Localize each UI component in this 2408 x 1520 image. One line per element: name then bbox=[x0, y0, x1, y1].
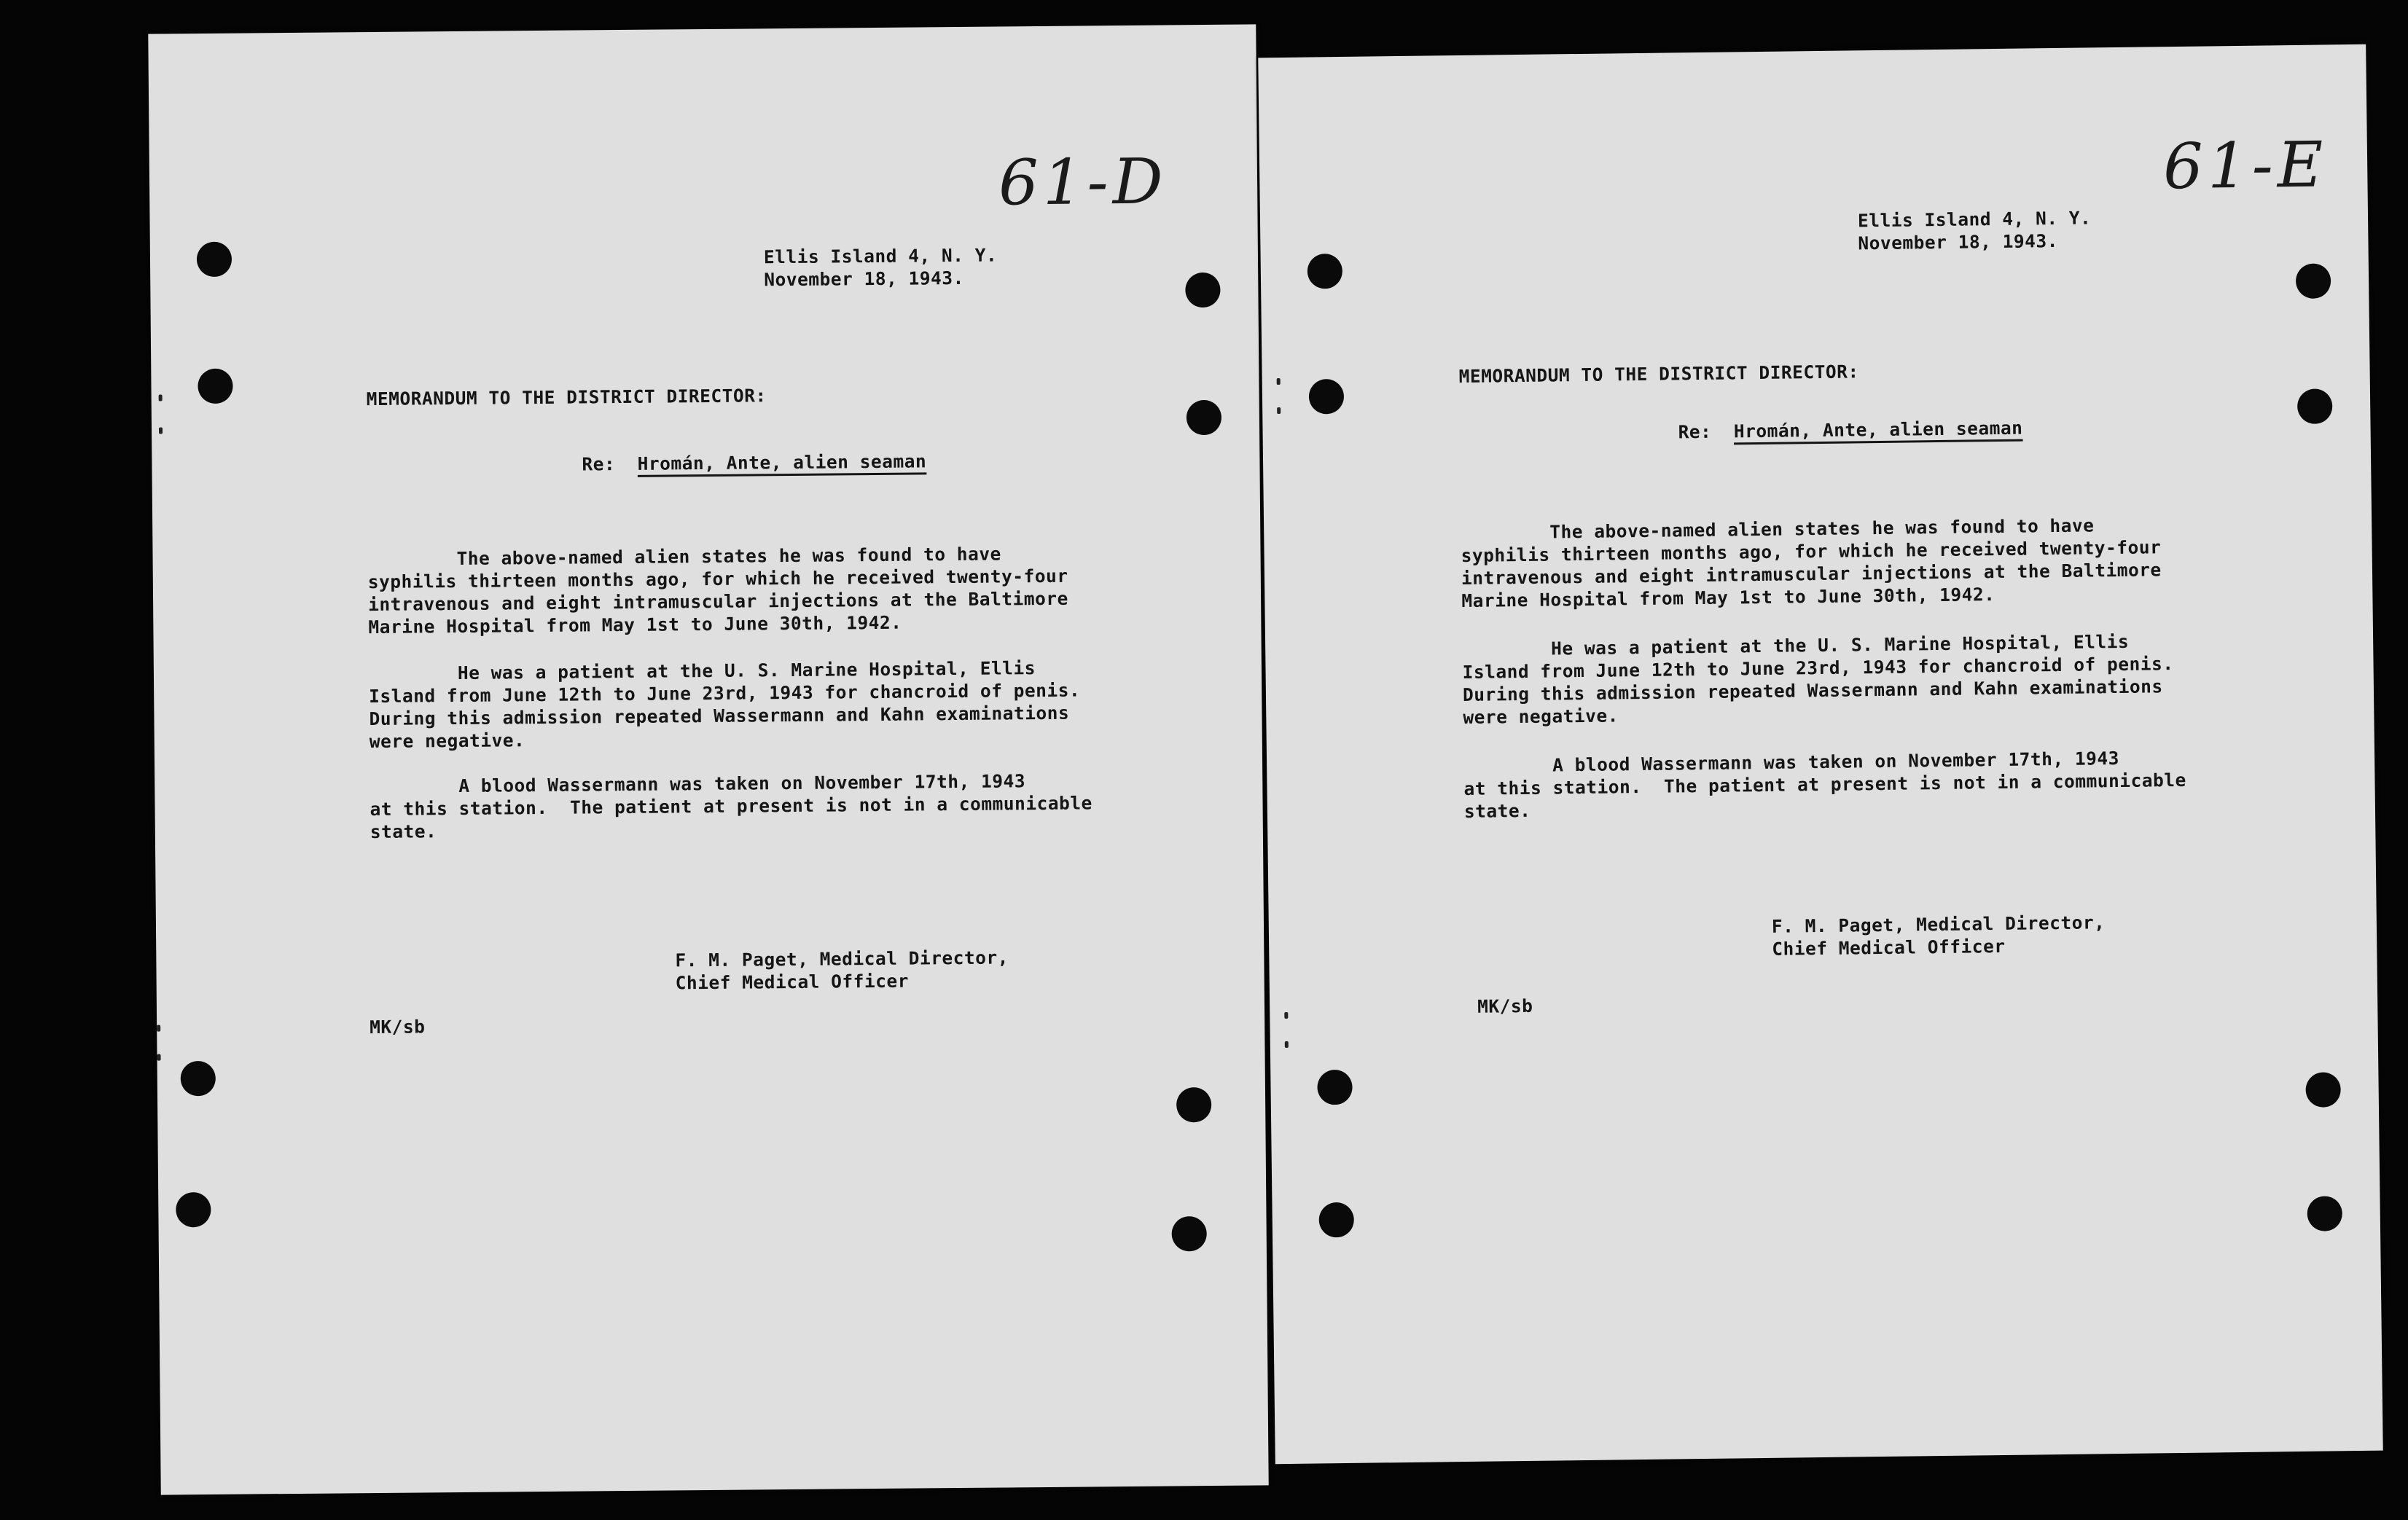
re-subject: Hromán, Ante, alien seaman bbox=[1733, 417, 2023, 442]
body-line: intravenous and eight intramuscular injections at the Baltimore bbox=[1461, 559, 2162, 589]
margin-mark bbox=[1285, 1041, 1289, 1048]
re-subject: Hromán, Ante, alien seaman bbox=[637, 450, 927, 474]
punch-hole bbox=[1185, 273, 1220, 307]
body-line: A blood Wassermann was taken on November 17th, 1943 bbox=[1463, 747, 2120, 777]
margin-mark bbox=[159, 428, 163, 434]
margin-mark bbox=[157, 1025, 160, 1032]
body-line: He was a patient at the U. S. Marine Hospital, Ellis bbox=[1462, 630, 2130, 660]
place-line: Ellis Island 4, N. Y. bbox=[1857, 207, 2092, 232]
body-line: intravenous and eight intramuscular injections at the Baltimore bbox=[367, 587, 1068, 616]
typist-initials: MK/sb bbox=[370, 1016, 426, 1038]
body-line: Marine Hospital from May 1st to June 30th, 1942. bbox=[368, 611, 902, 638]
punch-hole bbox=[197, 242, 232, 277]
signature-line: Chief Medical Officer bbox=[675, 970, 910, 994]
signature-line: F. M. Paget, Medical Director, bbox=[1771, 912, 2106, 937]
date-line: November 18, 1943. bbox=[1858, 230, 2059, 254]
punch-hole bbox=[2307, 1196, 2342, 1231]
body-line: During this admission repeated Wassermann and Kahn examinations bbox=[1462, 675, 2163, 705]
handwritten-page-mark: 61-D bbox=[998, 145, 1168, 220]
re-line bbox=[582, 450, 926, 475]
body-line: at this station. The patient at present is not in a communicable bbox=[1463, 769, 2186, 799]
signature-block bbox=[1772, 911, 2106, 960]
signature-line: Chief Medical Officer bbox=[1772, 935, 2006, 960]
punch-hole bbox=[176, 1192, 211, 1227]
body-line: During this admission repeated Wassermann and Kahn examinations bbox=[369, 702, 1070, 730]
body-line: syphilis thirteen months ago, for which he received twenty-four bbox=[367, 565, 1068, 593]
body-line: state. bbox=[370, 820, 437, 843]
body-line: A blood Wassermann was taken on November 17th, 1943 bbox=[370, 770, 1026, 798]
punch-hole bbox=[181, 1061, 216, 1096]
margin-mark bbox=[1277, 407, 1281, 414]
body-line: Marine Hospital from May 1st to June 30th, 1942. bbox=[1461, 584, 1995, 612]
body-line: were negative. bbox=[369, 729, 525, 753]
re-label: Re: bbox=[582, 453, 616, 475]
document-page-left bbox=[148, 24, 1268, 1494]
punch-hole bbox=[2305, 1072, 2341, 1108]
punch-hole bbox=[2297, 388, 2333, 424]
body-line: The above-named alien states he was found to have bbox=[367, 543, 1001, 571]
body-paragraph-1 bbox=[367, 542, 1068, 638]
punch-hole bbox=[198, 369, 232, 404]
punch-hole bbox=[1187, 400, 1221, 435]
body-paragraph-2 bbox=[1462, 630, 2174, 729]
memo-heading: MEMORANDUM TO THE DISTRICT DIRECTOR: bbox=[366, 385, 767, 410]
re-label: Re: bbox=[1678, 420, 1712, 443]
body-paragraph-2 bbox=[369, 657, 1081, 753]
margin-mark bbox=[159, 395, 163, 401]
margin-mark bbox=[157, 1054, 160, 1061]
punch-hole bbox=[1318, 1202, 1354, 1238]
document-page-right bbox=[1258, 44, 2382, 1464]
punch-hole bbox=[1317, 1070, 1353, 1105]
signature-line: F. M. Paget, Medical Director, bbox=[675, 947, 1009, 971]
body-line: Island from June 12th to June 23rd, 1943 for chancroid of penis. bbox=[369, 679, 1081, 708]
body-paragraph-3 bbox=[1463, 746, 2186, 823]
typist-initials: MK/sb bbox=[1477, 995, 1533, 1017]
body-line: The above-named alien states he was found to have bbox=[1461, 514, 2095, 544]
margin-mark bbox=[1284, 1012, 1288, 1019]
punch-hole bbox=[1309, 379, 1345, 415]
margin-mark bbox=[1277, 378, 1281, 385]
body-line: state. bbox=[1463, 799, 1531, 822]
body-line: He was a patient at the U. S. Marine Hospital, Ellis bbox=[368, 657, 1036, 685]
punch-hole bbox=[1307, 254, 1343, 289]
body-paragraph-3 bbox=[370, 769, 1092, 843]
body-line: were negative. bbox=[1463, 705, 1619, 728]
punch-hole bbox=[1171, 1216, 1206, 1251]
body-line: Island from June 12th to June 23rd, 1943 for chancroid of penis. bbox=[1462, 653, 2174, 683]
punch-hole bbox=[1176, 1087, 1211, 1122]
body-line: syphilis thirteen months ago, for which he received twenty-four bbox=[1461, 536, 2162, 567]
punch-hole bbox=[2296, 263, 2331, 299]
body-paragraph-1 bbox=[1461, 513, 2162, 612]
place-line: Ellis Island 4, N. Y. bbox=[763, 244, 998, 268]
memo-heading: MEMORANDUM TO THE DISTRICT DIRECTOR: bbox=[1458, 361, 1859, 388]
body-line: at this station. The patient at present is not in a communicable bbox=[370, 792, 1092, 820]
signature-block bbox=[675, 946, 1009, 994]
re-line bbox=[1678, 417, 2022, 444]
date-line: November 18, 1943. bbox=[764, 267, 964, 291]
handwritten-page-mark: 61-E bbox=[2162, 128, 2329, 204]
